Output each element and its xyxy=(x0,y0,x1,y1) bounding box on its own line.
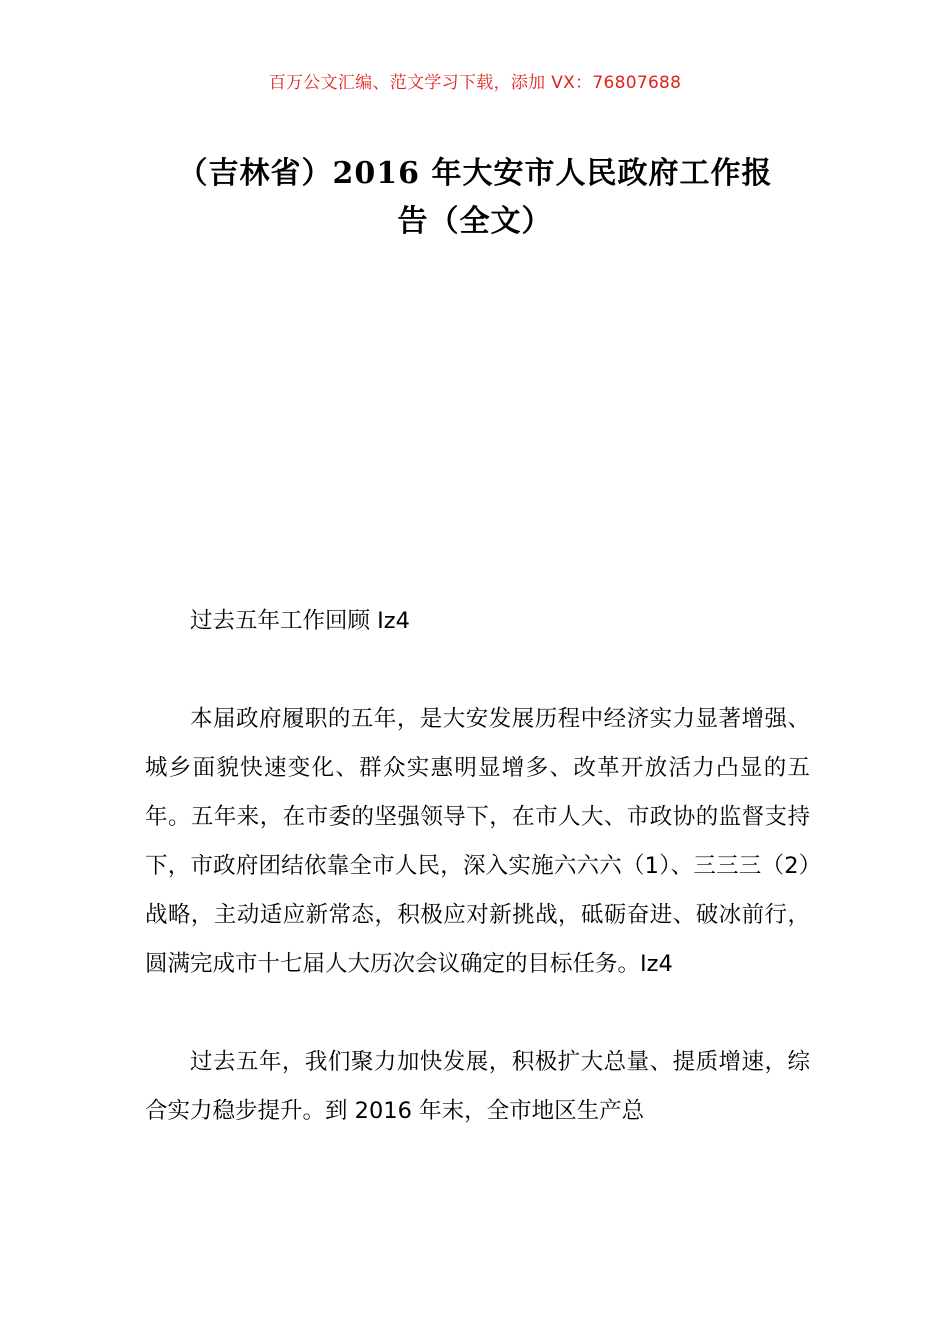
document-body xyxy=(145,597,810,1185)
document-title xyxy=(100,150,850,246)
title-line-2: 告（全文） xyxy=(397,204,553,239)
title-line-1: （吉林省）2016 年大安市人民政府工作报 xyxy=(177,156,773,191)
header-promo-note: 百万公文汇编、范文学习下载，添加 VX：76807688 xyxy=(268,73,682,93)
body-paragraph: 本届政府履职的五年，是大安发展历程中经济实力显著增强、城乡面貌快速变化、群众实惠明显增多、改革开放活力凸显的五年。五年来，在市委的坚强领导下，在市人大、市政协的监督支持下，市政府团结依靠全市人民，深入实施六六六（1）、三三三（2）战略，主动适应新常态，积极应对新挑战，砥砺奋进、破冰前行，圆满完成市十七届人大历次会议确定的目标任务。Iz4 xyxy=(145,706,810,977)
body-paragraph: 过去五年，我们聚力加快发展，积极扩大总量、提质增速，综合实力稳步提升。到 2016 年末，全市地区生产总 xyxy=(145,1049,810,1124)
section-heading-paragraph: 过去五年工作回顾 Iz4 xyxy=(190,608,410,634)
